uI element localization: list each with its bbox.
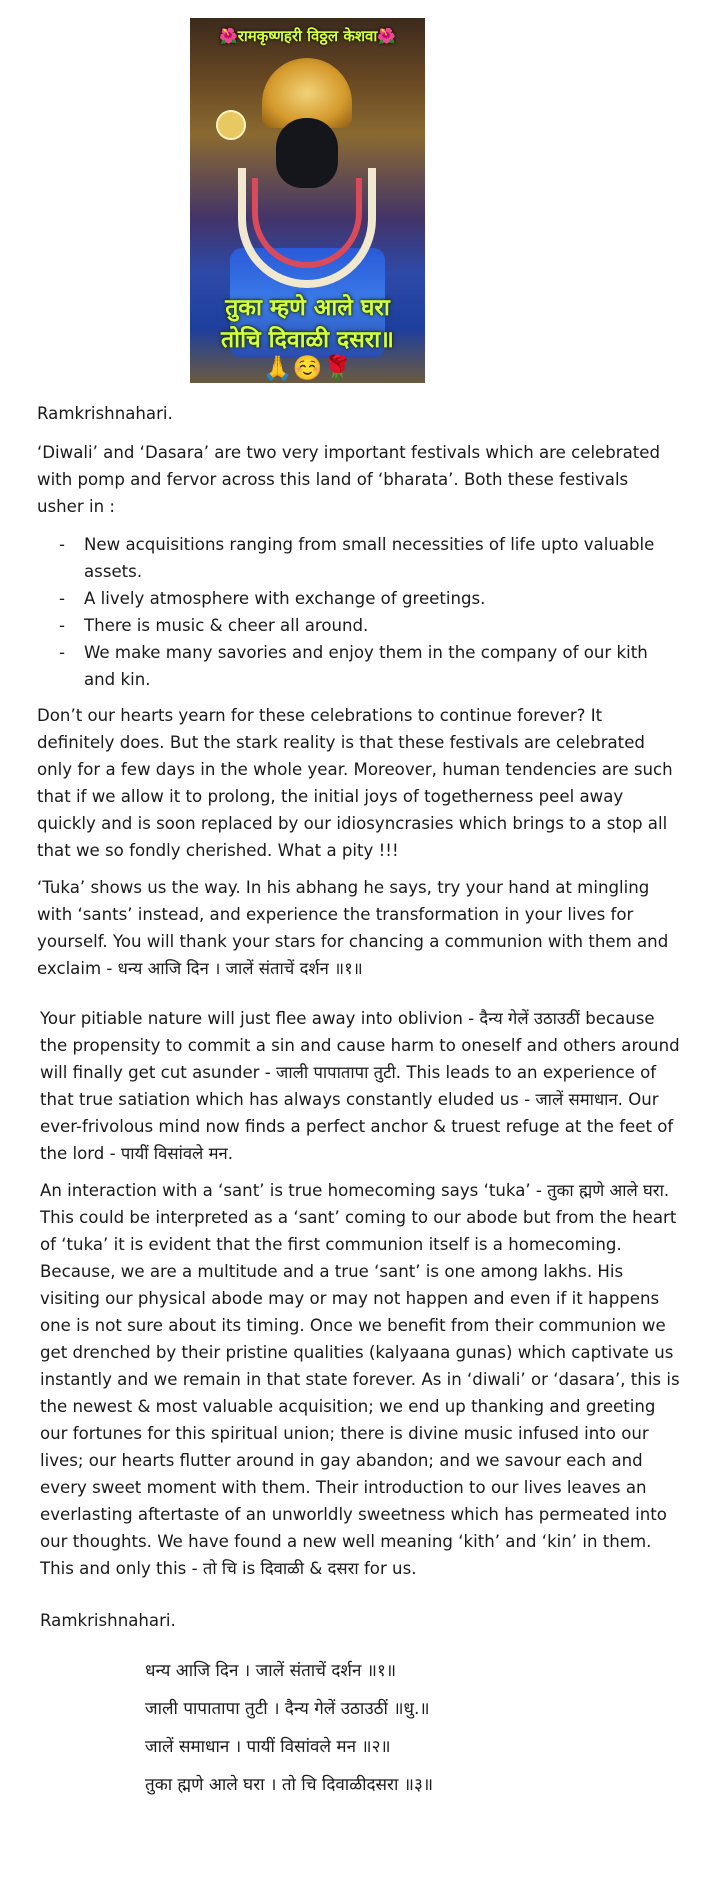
poem-line: जालें समाधान । पायीं विसांवले मन ॥२॥ (145, 1737, 391, 1757)
image-top-banner: 🌺रामकृष्णहरी विठ्ठल केशवा🌺 (219, 27, 396, 45)
poem-line: जाली पापातापा तुटी । दैन्य गेलें उठाउठीं ॥धु.॥ (145, 1699, 430, 1719)
paragraph-tuka-way: ‘Tuka’ shows us the way. In his abhang he says, try your hand at mingling with ‘sants’ instead, and experience the transformation in your lives for yourself. You will thank your stars for chancing a communion with them and exclaim - धन्य आजि दिन । जालें संताचें दर्शन ॥१॥ (37, 878, 669, 978)
abhang-poem (145, 1652, 433, 1804)
vitthal-devotional-image (190, 18, 425, 383)
list-item: - We make many savories and enjoy them in the company of our kith and kin. (37, 639, 677, 693)
poem-line: तुका ह्मणे आले घरा । तो चि दिवाळीदसरा ॥३॥ (145, 1775, 434, 1795)
image-verse-line-2: तोचि दिवाळी दसरा॥ (221, 327, 394, 353)
image-verse-line-1: तुका म्हणे आले घरा (225, 295, 390, 321)
festival-bullet-list (37, 531, 677, 693)
greeting-close: Ramkrishnahari. (40, 1611, 176, 1630)
list-item: - A lively atmosphere with exchange of greetings. (37, 585, 677, 612)
saint-emblem-icon (216, 110, 246, 140)
list-item: - New acquisitions ranging from small necessities of life upto valuable assets. (37, 531, 677, 585)
poem-line: धन्य आजि दिन । जालें संताचें दर्शन ॥१॥ (145, 1661, 397, 1681)
list-item: - There is music & cheer all around. (37, 612, 677, 639)
paragraph-celebrations: Don’t our hearts yearn for these celebrations to continue forever? It definitely does. But the stark reality is that these festivals are celebrated only for a few days in the whole year. Moreover, human tendencies are such that if we allow it to prolong, the initial joys of togetherness peel away quickly and is soon replaced by our idiosyncrasies which brings to a stop all that we so fondly cherished. What a pity !!! (37, 706, 673, 860)
intro-paragraph: ‘Diwali’ and ‘Dasara’ are two very important festivals which are celebrated with pomp and fervor across this land of ‘bharata’. Both these festivals usher in : (37, 443, 661, 516)
paragraph-pitiable-nature: Your pitiable nature will just flee away into oblivion - दैन्य गेलें उठाउठीं because the propensity to commit a sin and cause harm to oneself and others around will finally get cut asunder - जाली पापातापा तुटी. This leads to an experience of that true satiation which has always constantly eluded us - जालें समाधान. Our ever-frivolous mind now finds a perfect anchor & truest refuge at the feet of the lord - पायीं विसांवले मन. (40, 1009, 680, 1163)
greeting-open: Ramkrishnahari. (37, 404, 173, 423)
image-emojis: 🙏☺️🌹 (262, 354, 353, 382)
paragraph-homecoming: An interaction with a ‘sant’ is true homecoming says ‘tuka’ - तुका ह्मणे आले घरा. This could be interpreted as a ‘sant’ coming to our abode but from the heart of ‘tuka’ it is evident that the first communion itself is a homecoming. Because, we are a multitude and a true ‘sant’ is one among lakhs. His visiting our physical abode may or may not happen and even if it happens one is not sure about its timing. Once we benefit from their communion we get drenched by their pristine qualities (kalyaana gunas) which captivate us instantly and we remain in that state forever. As in ‘diwali’ or ‘dasara’, this is the newest & most valuable acquisition; we end up thanking and greeting our fortunes for this spiritual union; there is divine music infused into our lives; our hearts flutter around in gay abandon; and we savour each and every sweet moment with them. Their introduction to our lives leaves an everlasting aftertaste of an unworldly sweetness which has permeated into our thoughts. We have found a new well meaning ‘kith’ and ‘kin’ in them. This and only this - तो चि is दिवाळी & दसरा for us. (40, 1181, 680, 1578)
